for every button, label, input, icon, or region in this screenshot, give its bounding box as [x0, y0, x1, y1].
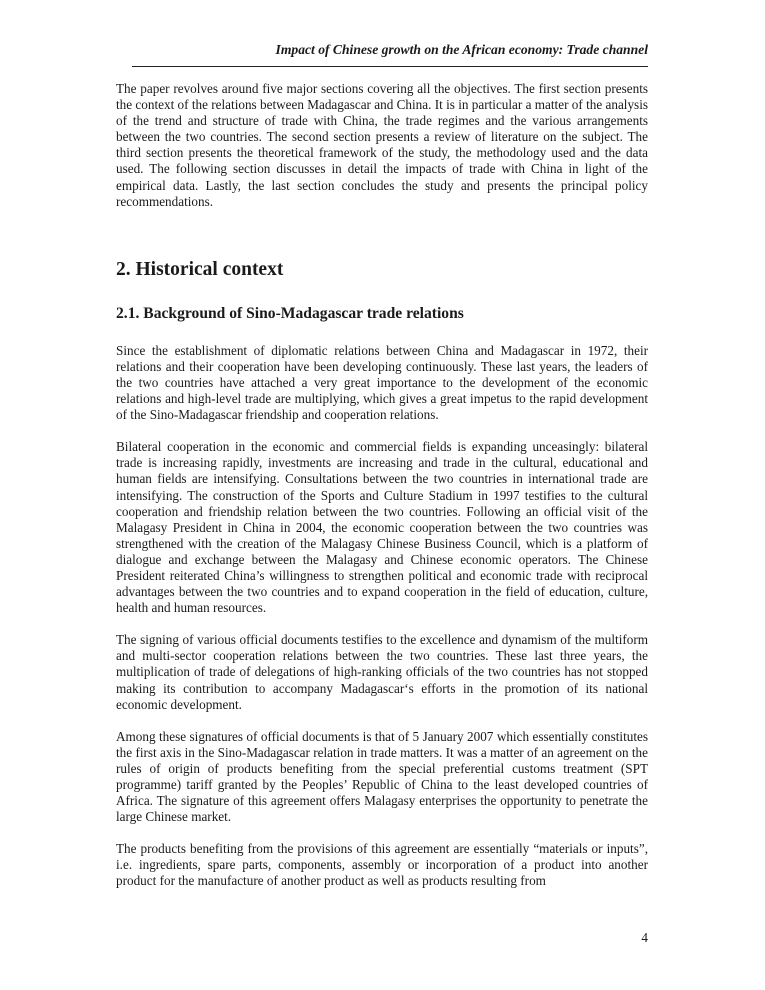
intro-paragraph: The paper revolves around five major sections covering all the objectives. The first section presents the context of the relations between Madagascar and China. It is in particular a matter of the analysis of the trend and structure of trade with China, the trade regimes and the various arrangements between the two countries. The second section presents a review of literature on the subject. The third section presents the theoretical framework of the study, the methodology used and the data used. The following section discusses in detail the impacts of trade with China in light of the empirical data. Lastly, the last section concludes the study and presents the principal policy recommendations.	[116, 81, 648, 209]
body-paragraph: The signing of various official documents testifies to the excellence and dynamism of the multiform and multi-sector cooperation relations between the two countries. These last three years, the multiplication of trade of delegations of high-ranking officials of the two countries has not stopped making its contribution to accompany Madagascar‘s efforts in the promotion of its national economic development.	[116, 632, 648, 712]
body-paragraph: Bilateral cooperation in the economic and commercial fields is expanding unceasingly: bilateral trade is increasing rapidly, investments are increasing and trade in the cultural, educational and human fields are intensifying. Consultations between the two countries in international trade are intensifying. The construction of the Sports and Culture Stadium in 1997 testifies to the cultural cooperation and friendship relation between the two countries. Following an official visit of the Malagasy President in China in 2004, the economic cooperation between the two countries was strengthened with the creation of the Malagasy Chinese Business Council, which is a platform of dialogue and exchange between the Malagasy and Chinese economic operators. The Chinese President reiterated China’s willingness to strengthen political and economic trade with reciprocal advantages between the two countries and to expand cooperation in the field of education, culture, health and human resources.	[116, 439, 648, 616]
running-header: Impact of Chinese growth on the African economy: Trade channel	[275, 42, 648, 57]
header-divider	[132, 66, 648, 67]
section-heading: 2. Historical context	[116, 258, 284, 280]
body-paragraph: Since the establishment of diplomatic relations between China and Madagascar in 1972, their relations and their cooperation have been developing continuously. These last years, the leaders of the two countries have attached a very great importance to the development of the economic relations and high-level trade are multiplying, which gives a great impetus to the rapid development of the Sino-Madagascar friendship and cooperation relations.	[116, 342, 648, 423]
body-paragraph: Among these signatures of official documents is that of 5 January 2007 which essentially constitutes the first axis in the Sino-Madagascar relation in trade matters. It was a matter of an agreement on the rules of origin of products benefiting from the special preferential customs treatment (SPT programme) tariff granted by the Peoples’ Republic of China to the least developed countries of Africa. The signature of this agreement offers Malagasy enterprises the opportunity to penetrate the large Chinese market.	[116, 728, 648, 825]
page-body	[116, 81, 648, 890]
subsection-heading: 2.1. Background of Sino-Madagascar trade relations	[116, 304, 464, 322]
page-number: 4	[641, 930, 648, 945]
body-paragraph: The products benefiting from the provisions of this agreement are essentially “materials or inputs”, i.e. ingredients, spare parts, components, assembly or incorporation of a product into another product for the manufacture of another product as well as products resulting from	[116, 841, 648, 889]
